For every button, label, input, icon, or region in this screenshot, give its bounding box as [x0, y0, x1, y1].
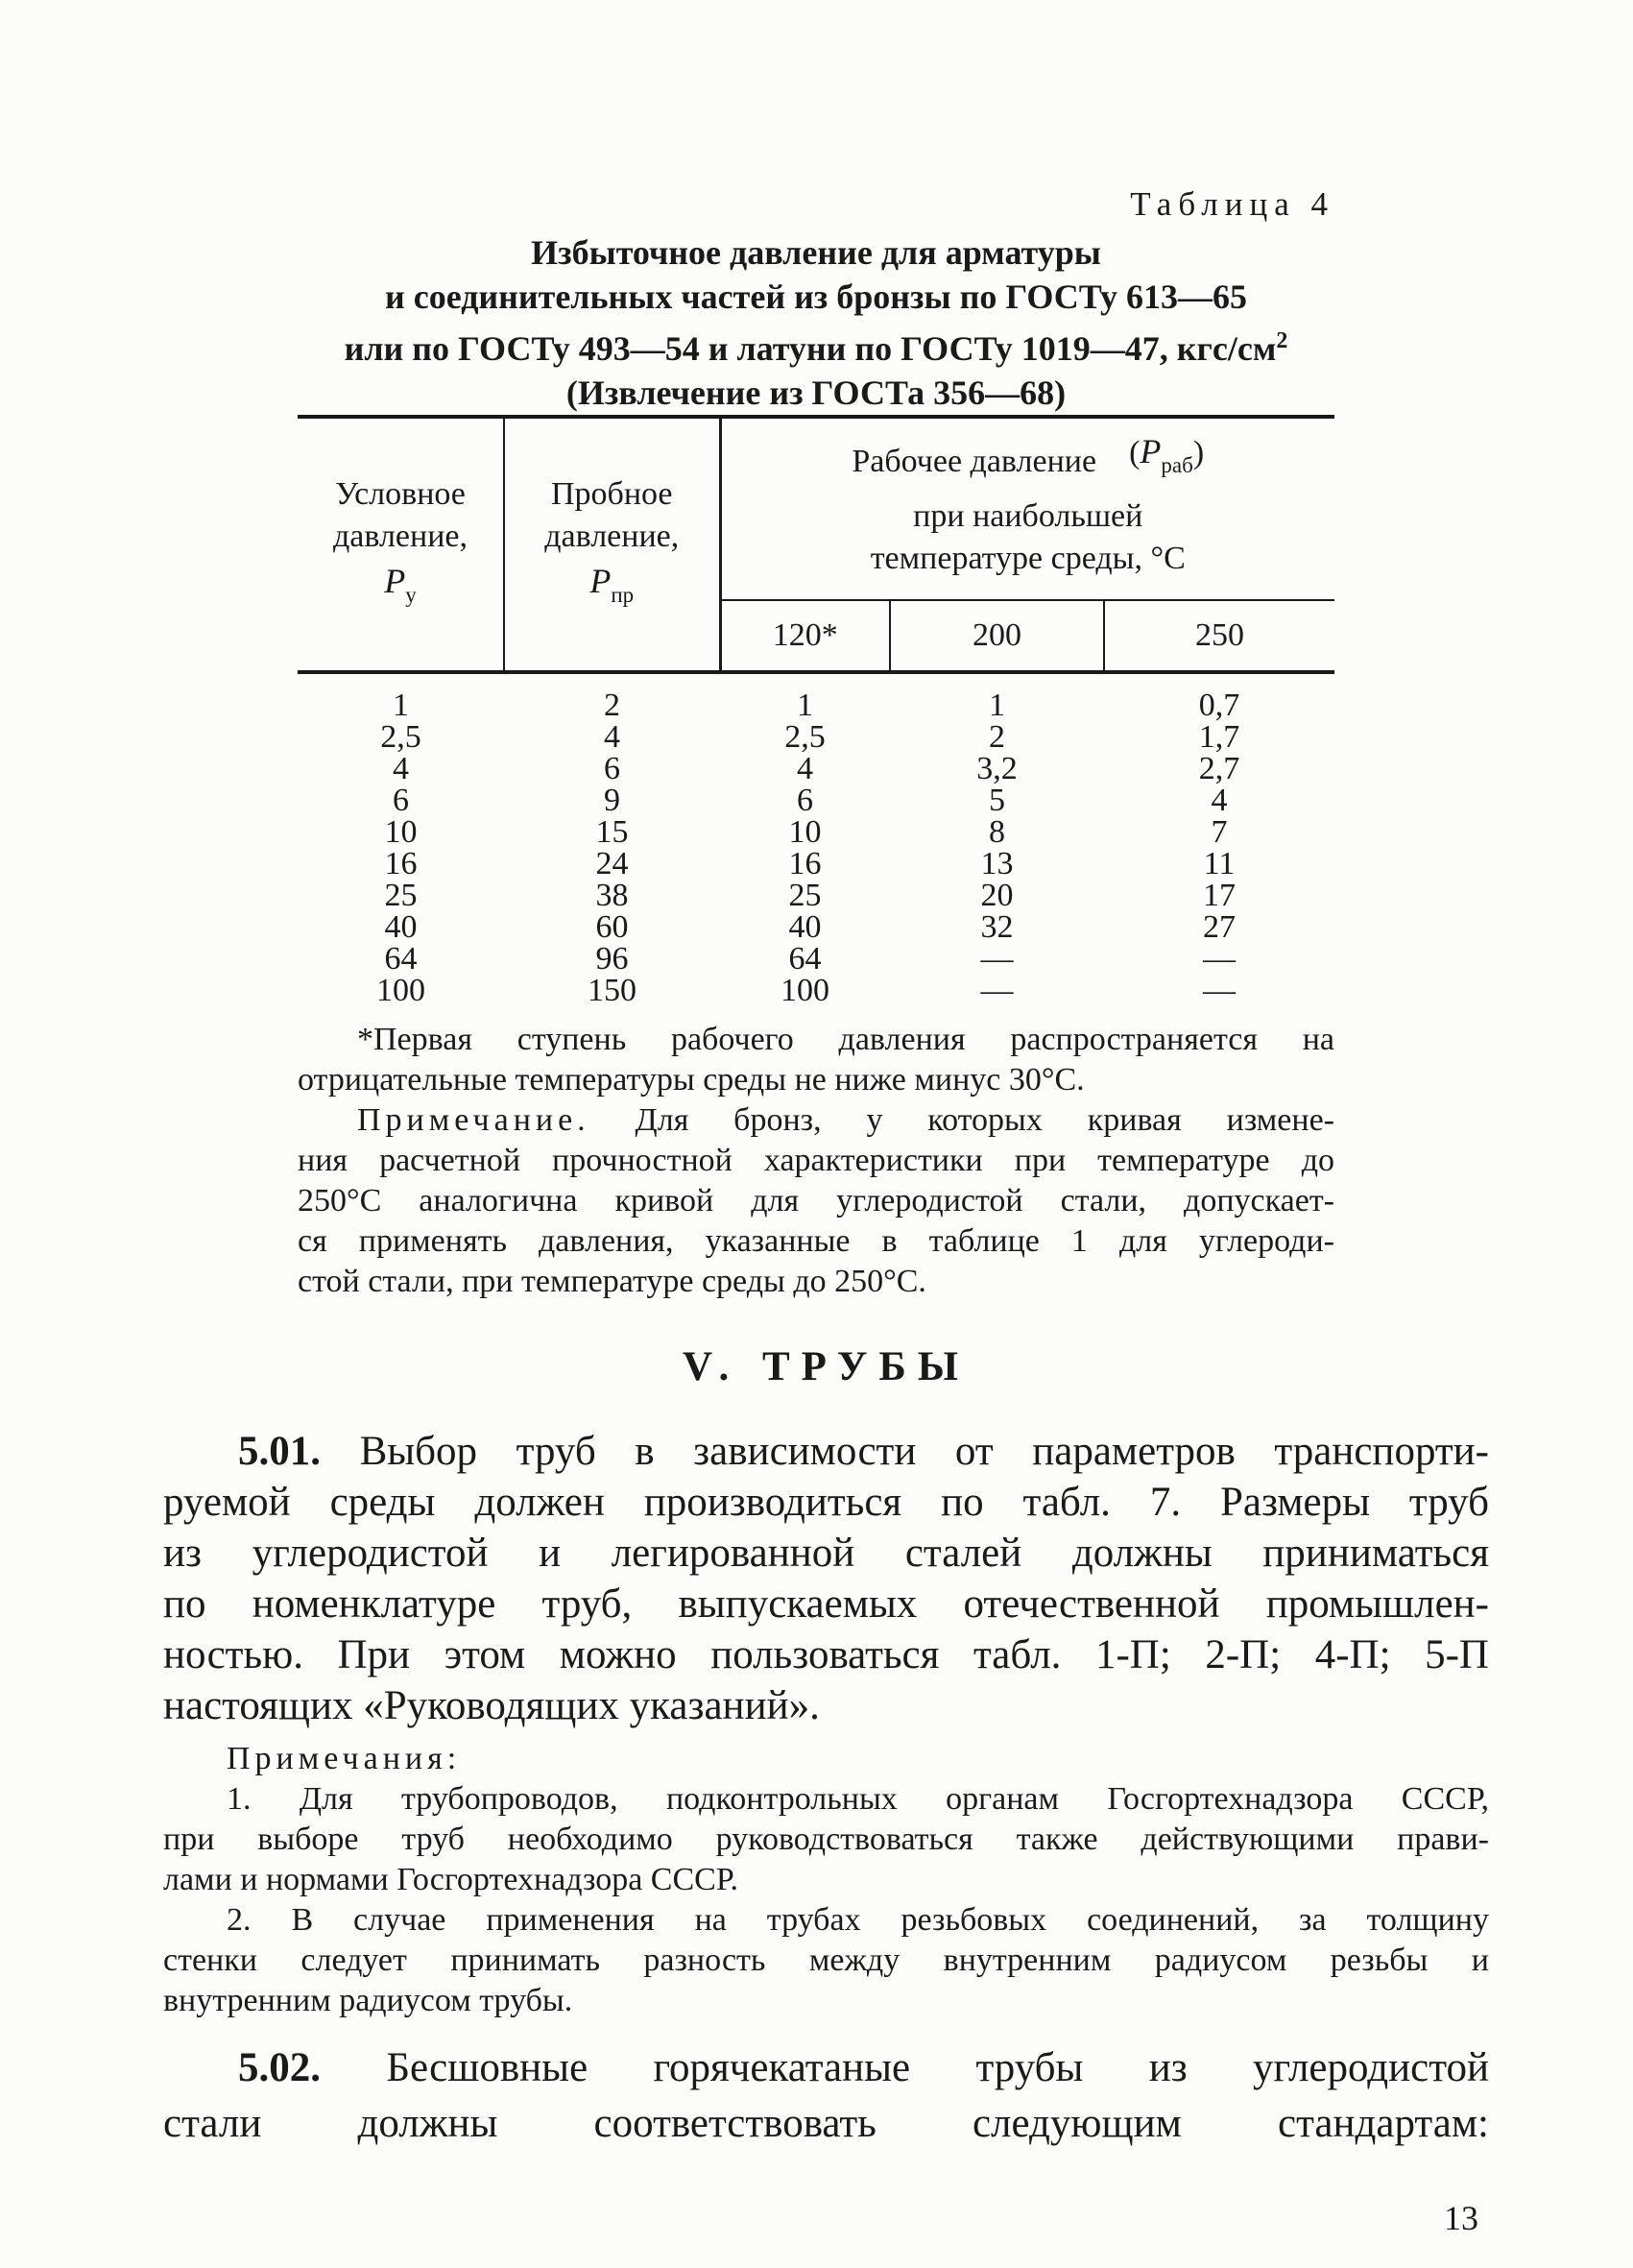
note-item-2 [163, 1900, 1489, 2021]
table-cell: 25 [788, 878, 822, 913]
table-cell: 4 [797, 751, 813, 786]
col-header-temp-120: 120* [720, 600, 890, 672]
text-line: Примечание. Для бронз, у которых кривая измене- [357, 1102, 1334, 1138]
table-cell: 20 [980, 878, 1014, 913]
table-cell: 1 [797, 688, 813, 723]
col-header-temp-200: 200 [890, 600, 1104, 672]
table-cell: 2 [604, 688, 620, 723]
table-cell: — [980, 973, 1014, 1008]
table-cell: 2 [989, 719, 1005, 755]
table-cell: 6 [604, 751, 620, 786]
table-row [298, 880, 1334, 911]
table-cell: 16 [788, 846, 822, 881]
table-title-line-4: (Извлечение из ГОСТа 356—68) [565, 374, 1067, 412]
table-cell: 25 [384, 878, 418, 913]
text-line: ния расчетной прочностной характеристики при температуре до [298, 1143, 1334, 1178]
table-cell: 96 [595, 941, 629, 977]
table-cell: 1 [989, 688, 1005, 723]
table-cell: 2,7 [1198, 751, 1240, 786]
text-line: стой стали, при температуре среды до 250°С. [298, 1264, 926, 1299]
table-cell: 1,7 [1198, 719, 1240, 755]
text-line: стали должны соответствовать следующим стандартам: [163, 2101, 1489, 2146]
text-line: руемой среды должен производиться по табл. 7. Размеры труб [163, 1480, 1489, 1525]
table-row [298, 721, 1334, 753]
table-cell: 15 [595, 814, 629, 850]
table-cell: 5 [989, 783, 1005, 818]
table-cell: 100 [376, 973, 425, 1008]
table-cell: 40 [384, 909, 418, 945]
table-cell: 24 [595, 846, 629, 881]
table-cell: 7 [1211, 814, 1228, 850]
table-cell: 17 [1203, 878, 1236, 913]
footnote-asterisk [298, 1020, 1334, 1100]
table-cell: 2,5 [784, 719, 826, 755]
table-cell: 4 [393, 751, 409, 786]
text-line: 5.02. Бесшовные горячекатаные трубы из углеродистой [238, 2045, 1489, 2090]
table-cell: 16 [384, 846, 418, 881]
table-cell: 6 [797, 783, 813, 818]
text-line: 250°С аналогична кривой для углеродистой стали, допускает- [298, 1183, 1334, 1218]
table-cell: 2,5 [380, 719, 421, 755]
note-item-1 [163, 1779, 1489, 1900]
text-line: по номенклатуре труб, выпускаемых отечественной промышлен- [163, 1581, 1489, 1627]
text-line: 1. Для трубопроводов, подконтрольных органам Госгортехнадзора СССР, [227, 1781, 1489, 1817]
table-note [298, 1100, 1334, 1302]
text-line: 5.01. Выбор труб в зависимости от параметров транспорти- [238, 1429, 1489, 1474]
table-row [298, 672, 1334, 721]
table-cell: 64 [788, 941, 822, 977]
table-cell: 10 [384, 814, 418, 850]
text-line: лами и нормами Госгортехнадзора СССР. [163, 1862, 739, 1897]
table-row [298, 784, 1334, 816]
text-line: при выборе труб необходимо руководствоваться также действующими прави- [163, 1822, 1489, 1857]
table-title-line-2: и соединительных частей из бронзы по ГОСТу 613—65 [384, 277, 1248, 316]
text-line: настоящих «Руководящих указаний». [163, 1683, 820, 1728]
table-title-line-3: или по ГОСТу 493—54 и латуни по ГОСТу 1019—47, кгс/$см^2$ [344, 328, 1288, 368]
table-cell: — [1203, 973, 1236, 1008]
pressure-table [298, 415, 1334, 1006]
table-cell: 13 [980, 846, 1014, 881]
text-line: ся применять давления, указанные в таблице 1 для углероди- [298, 1223, 1334, 1259]
text-line: стенки следует принимать разность между внутренним радиусом резьбы и [163, 1942, 1489, 1978]
table-cell: 11 [1203, 846, 1236, 881]
symbol-P-u: $P_у$ [384, 561, 417, 607]
section-heading: V. ТРУБЫ [682, 1344, 971, 1389]
text-line: 2. В случае применения на трубах резьбовых соединений, за толщину [227, 1902, 1489, 1938]
table-cell: — [980, 941, 1014, 977]
col-header-test-pressure: Пробное давление, $P_{пр}$ [504, 417, 720, 672]
paragraph-5-01 [163, 1426, 1489, 1731]
table-cell: 60 [595, 909, 629, 945]
table-cell: 0,7 [1198, 688, 1240, 723]
table-cell: 8 [989, 814, 1005, 850]
pressure-table-body [298, 672, 1334, 1006]
text-line: отрицательные температуры среды не ниже минус 30°С. [298, 1062, 1085, 1098]
table-title [298, 230, 1334, 415]
table-cell: 4 [1211, 783, 1228, 818]
table-title-line-1: Избыточное давление для арматуры [531, 233, 1101, 272]
table-cell: 64 [384, 941, 418, 977]
table-cell: 38 [595, 878, 629, 913]
table-cell: 32 [980, 909, 1014, 945]
table-row [298, 848, 1334, 880]
symbol-P-pr: $P_{пр}$ [589, 561, 635, 607]
table-cell: 1 [393, 688, 409, 723]
page-number: 13 [1444, 2199, 1478, 2237]
col-header-nominal-pressure: Условное давление, $P_у$ [298, 417, 504, 672]
table-cell: 4 [604, 719, 620, 755]
text-line: из углеродистой и легированной сталей должны приниматься [163, 1531, 1489, 1576]
table-cell: 10 [788, 814, 822, 850]
notes-header: Примечания: [227, 1741, 462, 1776]
table-cell: 6 [393, 783, 409, 818]
table-row [298, 943, 1334, 975]
text-line: ностью. При этом можно пользоваться табл. 1-П; 2-П; 4-П; 5-П [163, 1632, 1489, 1677]
pressure-table-header [298, 417, 1334, 672]
superscript-2: 2 [1276, 328, 1288, 353]
text-line: *Первая ступень рабочего давления распространяется на [357, 1022, 1334, 1057]
text-line: внутренним радиусом трубы. [163, 1983, 573, 2018]
table-cell: 100 [780, 973, 829, 1008]
col-header-temp-250: 250 [1195, 617, 1244, 653]
paragraph-5-02 [163, 2040, 1489, 2152]
table-cell: 9 [604, 783, 620, 818]
table-footnotes [298, 1020, 1334, 1302]
table-caption: Таблица 4 [1130, 185, 1334, 223]
table-row [298, 911, 1334, 943]
symbol-P-rab: $(P_{раб})$ [1129, 431, 1205, 477]
table-cell: 3,2 [976, 751, 1018, 786]
table-row [298, 753, 1334, 784]
table-row [298, 816, 1334, 848]
table-cell: 150 [588, 973, 636, 1008]
col-header-working-pressure: Рабочее давление $(P_{раб})$ при наибольшей температуре среды, °С [720, 417, 1334, 600]
table-cell: 27 [1203, 909, 1236, 945]
table-row [298, 975, 1334, 1006]
table-cell: 40 [788, 909, 822, 945]
table-cell: — [1203, 941, 1236, 977]
